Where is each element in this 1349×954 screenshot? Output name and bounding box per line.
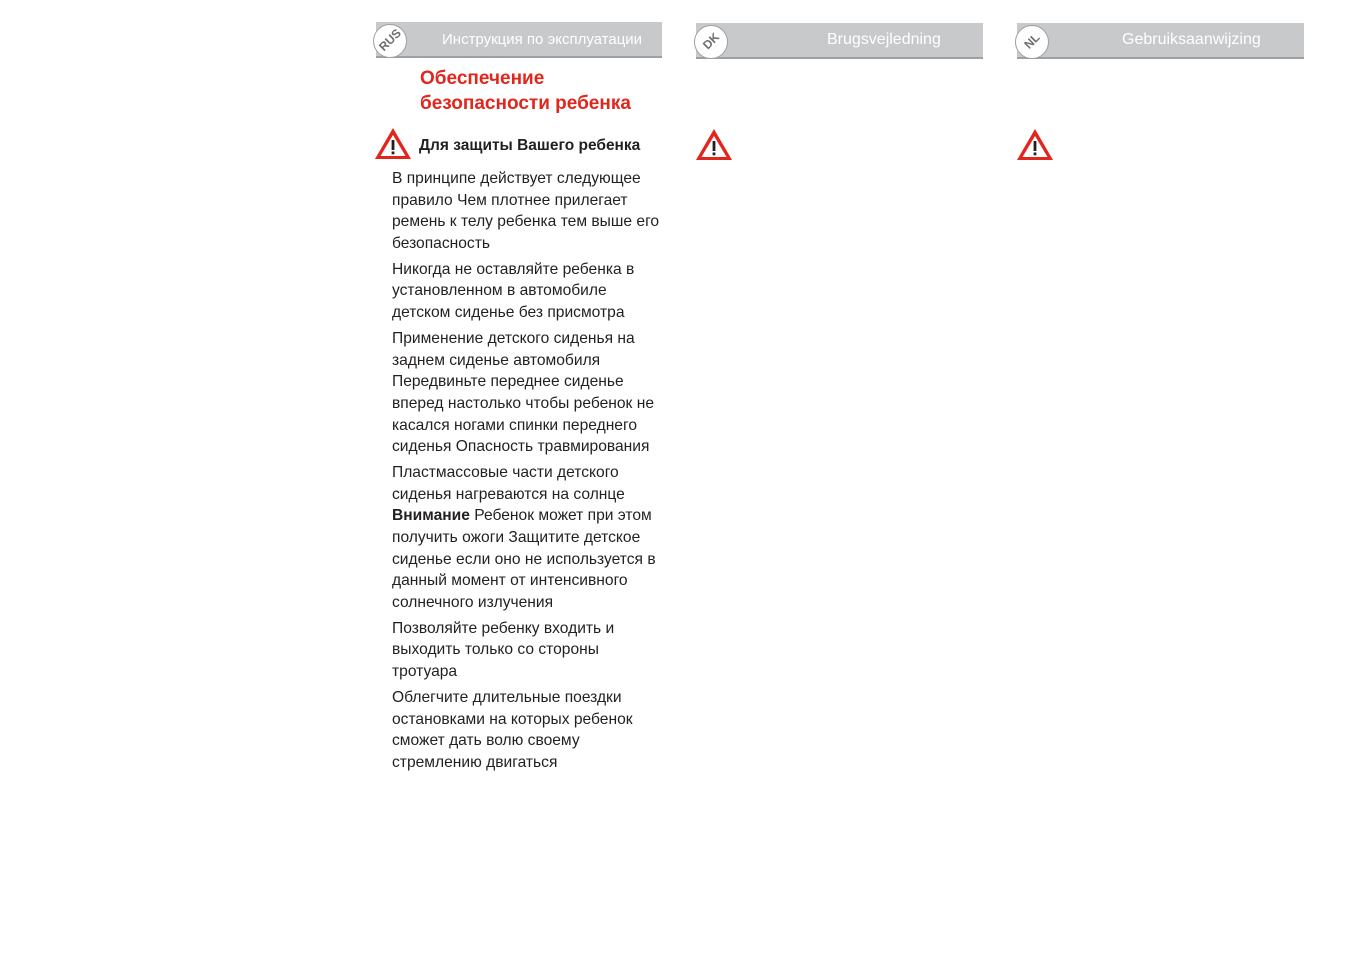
body-text xyxy=(392,168,664,778)
language-code-dk: DK xyxy=(699,29,723,53)
section-title xyxy=(420,66,631,116)
paragraph-4 xyxy=(392,462,664,613)
header-title-rus: Инструкция по эксплуатации xyxy=(442,31,643,48)
header-bar-dk xyxy=(696,23,983,59)
paragraph-4-intro: Пластмассовые части детского сиденья нагреваются на солнце xyxy=(392,464,625,503)
paragraph-3: Применение детского сиденья на заднем сиденье автомобиля Передвиньте переднее сиденье вперед настолько чтобы ребенок не касался ногами спинки переднего сиденья Опасность травмирования xyxy=(392,330,654,456)
paragraph-5: Позволяйте ребенку входить и выходить только со стороны тротуара xyxy=(392,619,615,681)
paragraph-1: В принципе действует следующее правило Чем плотнее прилегает ремень к телу ребенка тем выше его безопасность xyxy=(392,170,660,252)
paragraph-4-rest: Ребенок может при этом получить ожоги Защитите детское сиденье если оно не используется в данный момент от интенсивного солнечного излучения xyxy=(392,507,656,611)
language-code-rus: RUS xyxy=(376,26,404,54)
paragraph-6: Облегчите длительные поездки остановками на которых ребенок сможет дать волю своему стремлению двигаться xyxy=(392,689,633,771)
warning-icon-nl xyxy=(1015,127,1055,162)
warning-icon xyxy=(373,126,413,161)
header-title-dk: Brugsvejledning xyxy=(827,31,941,48)
paragraph-2: Никогда не оставляйте ребенка в установленном в автомобиле детском сиденье без присмотра xyxy=(392,260,635,322)
language-code-nl: NL xyxy=(1021,30,1043,52)
attention-label: Внимание xyxy=(392,507,470,525)
subheading: Для защиты Вашего ребенка xyxy=(419,137,641,154)
warning-icon-dk xyxy=(694,127,734,162)
language-badge-rus xyxy=(373,24,407,58)
header-bar-nl xyxy=(1017,23,1304,59)
language-badge-dk xyxy=(694,25,728,59)
section-title-line-2: безопасности ребенка xyxy=(420,93,631,114)
header-bar-rus xyxy=(376,22,662,58)
section-title-line-1: Обеспечение xyxy=(420,68,545,89)
header-title-nl: Gebruiksaanwijzing xyxy=(1122,31,1261,48)
language-badge-nl xyxy=(1015,25,1049,59)
